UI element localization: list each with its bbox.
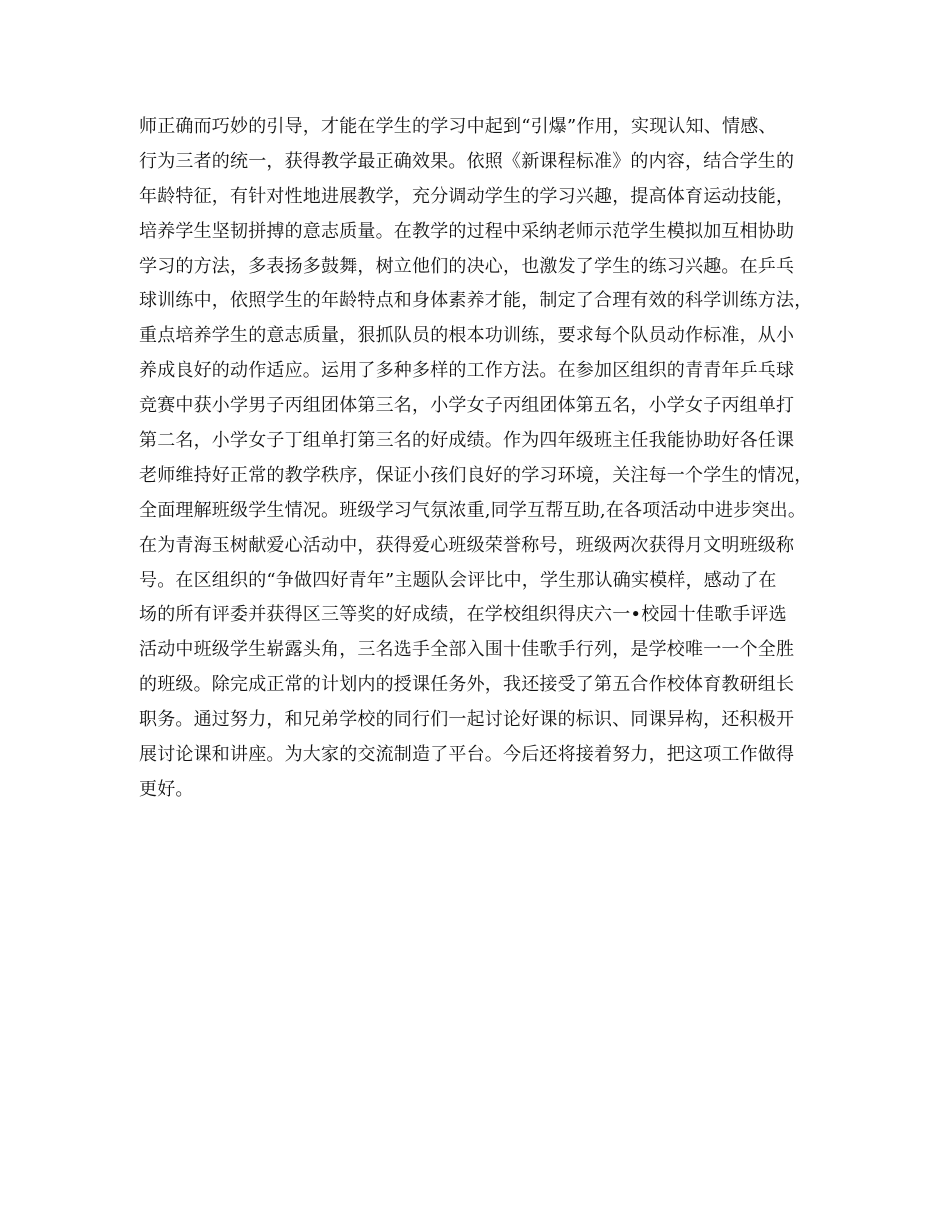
text-line: 重点培养学生的意志质量，狠抓队员的根本功训练，要求每个队员动作标准，从小 xyxy=(139,325,795,347)
text-line: 行为三者的统一，获得教学最正确效果。依照《新课程标准》的内容，结合学生的 xyxy=(139,150,795,172)
text-line: 活动中班级学生崭露头角，三名选手全部入围十佳歌手行列，是学校唯一一个全胜 xyxy=(139,639,795,661)
text-line: 的班级。除完成正常的计划内的授课任务外，我还接受了第五合作校体育教研组长 xyxy=(139,674,795,696)
text-line: 更好。 xyxy=(139,778,194,800)
text-line: 职务。通过努力，和兄弟学校的同行们一起讨论好课的标识、同课异构，还积极开 xyxy=(139,709,795,731)
text-line: 养成良好的动作适应。运用了多种多样的工作方法。在参加区组织的青青年乒乓球 xyxy=(139,360,795,382)
text-line: 学习的方法，多表扬多鼓舞，树立他们的决心，也激发了学生的练习兴趣。在乒乓 xyxy=(139,255,795,277)
text-line: 年龄特征，有针对性地进展教学，充分调动学生的学习兴趣，提高体育运动技能， xyxy=(139,185,795,207)
text-line: 号。在区组织的“争做四好青年”主题队会评比中，学生那认确实模样，感动了在 xyxy=(139,569,777,591)
text-line: 球训练中，依照学生的年龄特点和身体素养才能，制定了合理有效的科学训练方法， xyxy=(139,290,813,312)
text-line: 培养学生坚韧拼搏的意志质量。在教学的过程中采纳老师示范学生模拟加互相协助 xyxy=(139,220,795,242)
text-line: 竞赛中获小学男子丙组团体第三名，小学女子丙组团体第五名，小学女子丙组单打 xyxy=(139,395,795,417)
text-line: 场的所有评委并获得区三等奖的好成绩，在学校组织得庆六一•校园十佳歌手评选 xyxy=(139,604,787,626)
body-paragraph xyxy=(139,110,829,808)
text-line: 全面理解班级学生情况。班级学习气氛浓重,同学互帮互助,在各项活动中进步突出。 xyxy=(139,499,807,521)
text-line: 第二名，小学女子丁组单打第三名的好成绩。作为四年级班主任我能协助好各任课 xyxy=(139,430,795,452)
text-line: 师正确而巧妙的引导，才能在学生的学习中起到“引爆”作用，实现认知、情感、 xyxy=(139,116,777,137)
text-line: 老师维持好正常的教学秩序，保证小孩们良好的学习环境，关注每一个学生的情况， xyxy=(139,464,813,486)
text-line: 展讨论课和讲座。为大家的交流制造了平台。今后还将接着努力，把这项工作做得 xyxy=(139,744,795,766)
text-line: 在为青海玉树献爱心活动中，获得爱心班级荣誉称号，班级两次获得月文明班级称 xyxy=(139,534,795,556)
